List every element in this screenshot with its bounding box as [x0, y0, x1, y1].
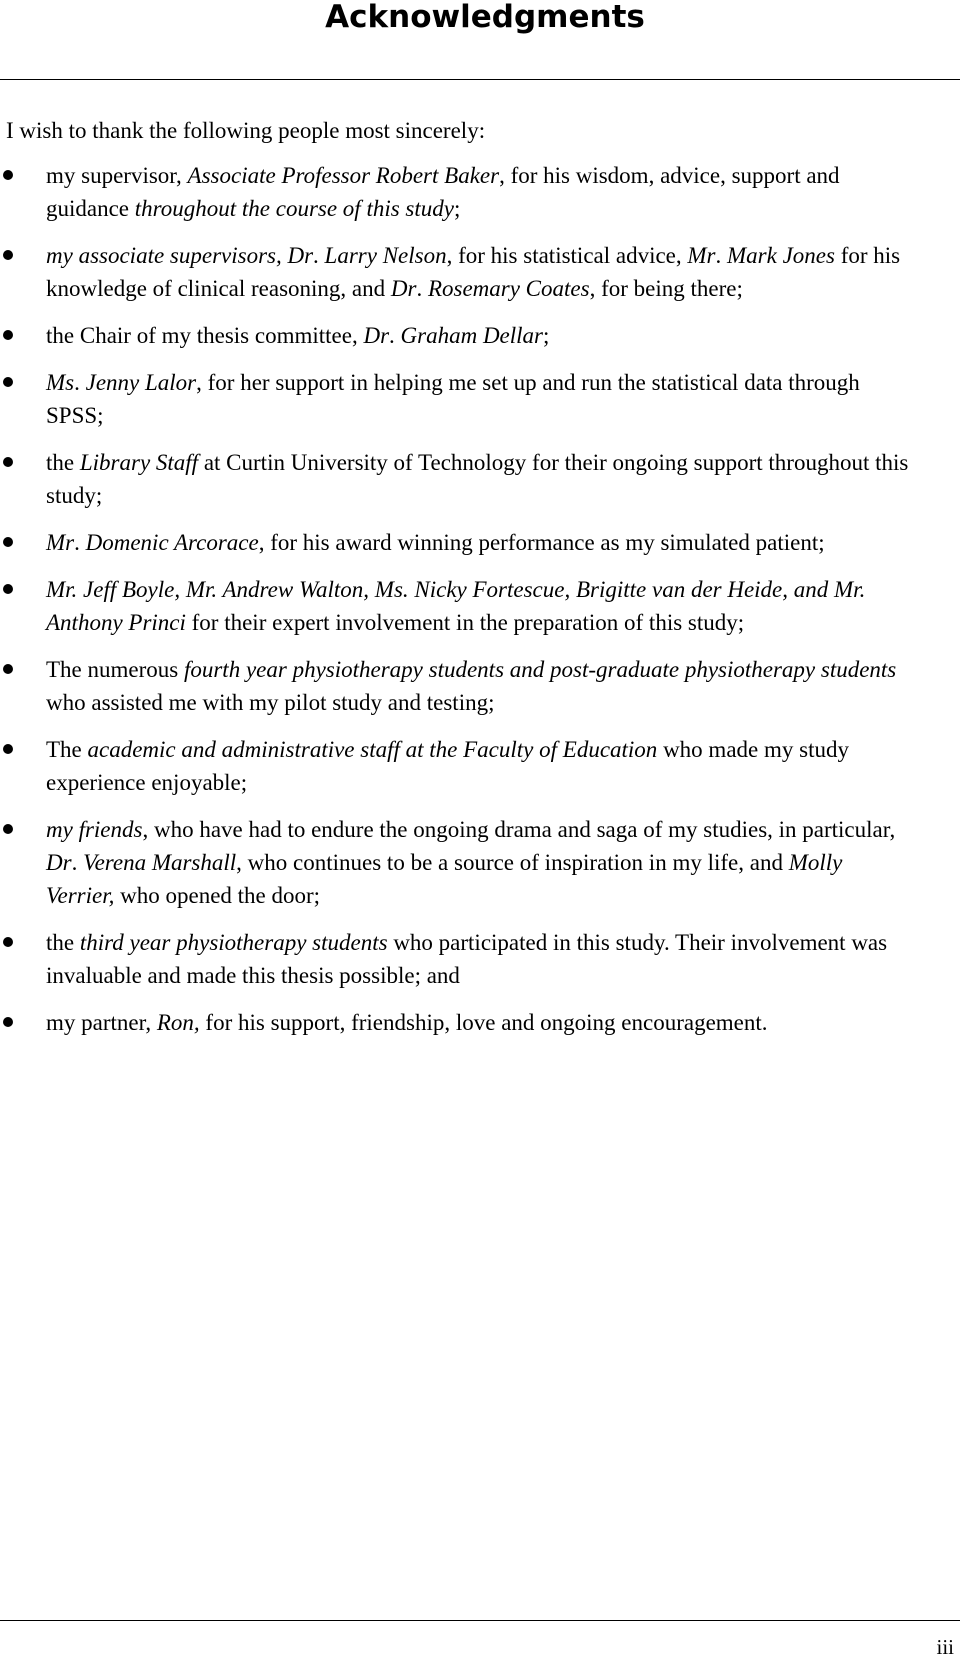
plain-text: for their expert involvement in the preparation of this study;	[185, 610, 745, 635]
page-title: Acknowledgments	[325, 0, 645, 35]
plain-text: .	[74, 370, 86, 395]
plain-text: .	[74, 530, 86, 555]
italic-text: Mr. Jeff Boyle, Mr. Andrew Walton, Ms. Nicky Fortescue, Brigitte van der Heide, and Mr. Anthony Princi	[46, 577, 866, 635]
italic-text: Mr	[46, 530, 75, 555]
plain-text: , who continues to be a source of inspiration in my life, and	[236, 850, 789, 875]
plain-text: , for his wisdom, advice, support and guidance	[46, 163, 840, 221]
plain-text: , for his award winning performance as my simulated patient;	[258, 530, 825, 555]
plain-text: who made my study experience enjoyable;	[46, 737, 849, 795]
footer-divider	[0, 1620, 960, 1621]
bullet-icon	[3, 330, 13, 340]
plain-text: my partner,	[46, 1010, 157, 1035]
bullet-icon	[3, 584, 13, 594]
plain-text: The	[46, 737, 88, 762]
bullet-icon	[3, 1017, 13, 1027]
plain-text: , for his statistical advice,	[446, 243, 688, 268]
list-item-text	[46, 930, 887, 988]
plain-text: who opened the door;	[114, 883, 321, 908]
list-item	[0, 366, 916, 432]
list-item-text	[46, 323, 549, 348]
plain-text: the	[46, 450, 80, 475]
italic-text: Associate Professor Robert Baker	[187, 163, 500, 188]
italic-text: Larry Nelson	[324, 243, 447, 268]
plain-text: my supervisor,	[46, 163, 188, 188]
page-number: iii	[936, 1635, 954, 1659]
italic-text: Dr	[363, 323, 390, 348]
list-item-text	[46, 370, 860, 428]
plain-text: who assisted me with my pilot study and testing;	[46, 690, 495, 715]
header-divider	[0, 79, 960, 80]
italic-text: Domenic Arcorace	[85, 530, 259, 555]
bullet-icon	[3, 744, 13, 754]
list-item-text	[46, 243, 900, 301]
italic-text: Mark Jones	[727, 243, 835, 268]
italic-text: Graham Dellar	[400, 323, 544, 348]
italic-text: Ron,	[156, 1010, 200, 1035]
plain-text: the	[46, 930, 80, 955]
italic-text: Molly Verrier,	[46, 850, 843, 908]
list-item-text	[46, 530, 825, 555]
bullet-icon	[3, 457, 13, 467]
plain-text: at Curtin University of Technology for their ongoing support throughout this study;	[46, 450, 909, 508]
list-item	[0, 813, 916, 912]
list-item	[0, 159, 916, 225]
bullet-icon	[3, 250, 13, 260]
italic-text: Rosemary Coates	[427, 276, 590, 301]
list-item	[0, 319, 916, 352]
bullet-icon	[3, 537, 13, 547]
bullet-icon	[3, 377, 13, 387]
plain-text: the Chair of my thesis committee,	[46, 323, 364, 348]
plain-text: The numerous	[46, 657, 184, 682]
plain-text: .	[715, 243, 728, 268]
list-item	[0, 653, 916, 719]
plain-text: for his knowledge of clinical reasoning, and	[46, 243, 901, 301]
italic-text: throughout the course of this study	[134, 196, 454, 221]
plain-text: ;	[453, 196, 461, 221]
italic-text: my friends	[46, 817, 143, 842]
plain-text: , for being there;	[589, 276, 743, 301]
italic-text: third year physiotherapy students	[79, 930, 388, 955]
plain-text: .	[416, 276, 428, 301]
list-item-text	[46, 163, 840, 221]
italic-text: Mr	[687, 243, 716, 268]
bullet-icon	[3, 170, 13, 180]
bullet-icon	[3, 664, 13, 674]
italic-text: Verena Marshall	[83, 850, 237, 875]
list-item	[0, 446, 916, 512]
list-item-text	[46, 817, 895, 908]
bullet-icon	[3, 824, 13, 834]
list-item	[0, 573, 916, 639]
list-item	[0, 1006, 916, 1039]
italic-text: Ms	[46, 370, 75, 395]
plain-text: .	[389, 323, 401, 348]
list-item	[0, 733, 916, 799]
list-item-text	[46, 737, 849, 795]
list-item-text	[46, 577, 865, 635]
list-item	[0, 926, 916, 992]
italic-text: fourth year physiotherapy students and post-graduate physiotherapy students	[183, 657, 897, 682]
acknowledgments-list	[0, 159, 960, 1053]
italic-text: Dr	[390, 276, 417, 301]
intro-text: I wish to thank the following people most sincerely:	[6, 118, 486, 143]
plain-text: .	[313, 243, 325, 268]
list-item	[0, 526, 916, 559]
italic-text: academic and administrative staff at the Faculty of Education	[87, 737, 658, 762]
plain-text: who participated in this study. Their involvement was invaluable and made this thesis possible; and	[46, 930, 888, 988]
plain-text: .	[71, 850, 84, 875]
plain-text: for his support, friendship, love and ongoing encouragement.	[199, 1010, 768, 1035]
italic-text: Dr	[46, 850, 72, 875]
italic-text: Jenny Lalor	[85, 370, 197, 395]
plain-text: , who have had to endure the ongoing drama and saga of my studies, in particular,	[142, 817, 896, 842]
list-item	[0, 239, 916, 305]
plain-text: , for her support in helping me set up and run the statistical data through SPSS;	[46, 370, 860, 428]
list-item-text	[46, 450, 908, 508]
list-item-text	[46, 657, 896, 715]
bullet-icon	[3, 937, 13, 947]
italic-text: my associate supervisors, Dr	[46, 243, 314, 268]
list-item-text	[46, 1010, 768, 1035]
italic-text: Library Staff	[79, 450, 199, 475]
plain-text: ;	[543, 323, 550, 348]
